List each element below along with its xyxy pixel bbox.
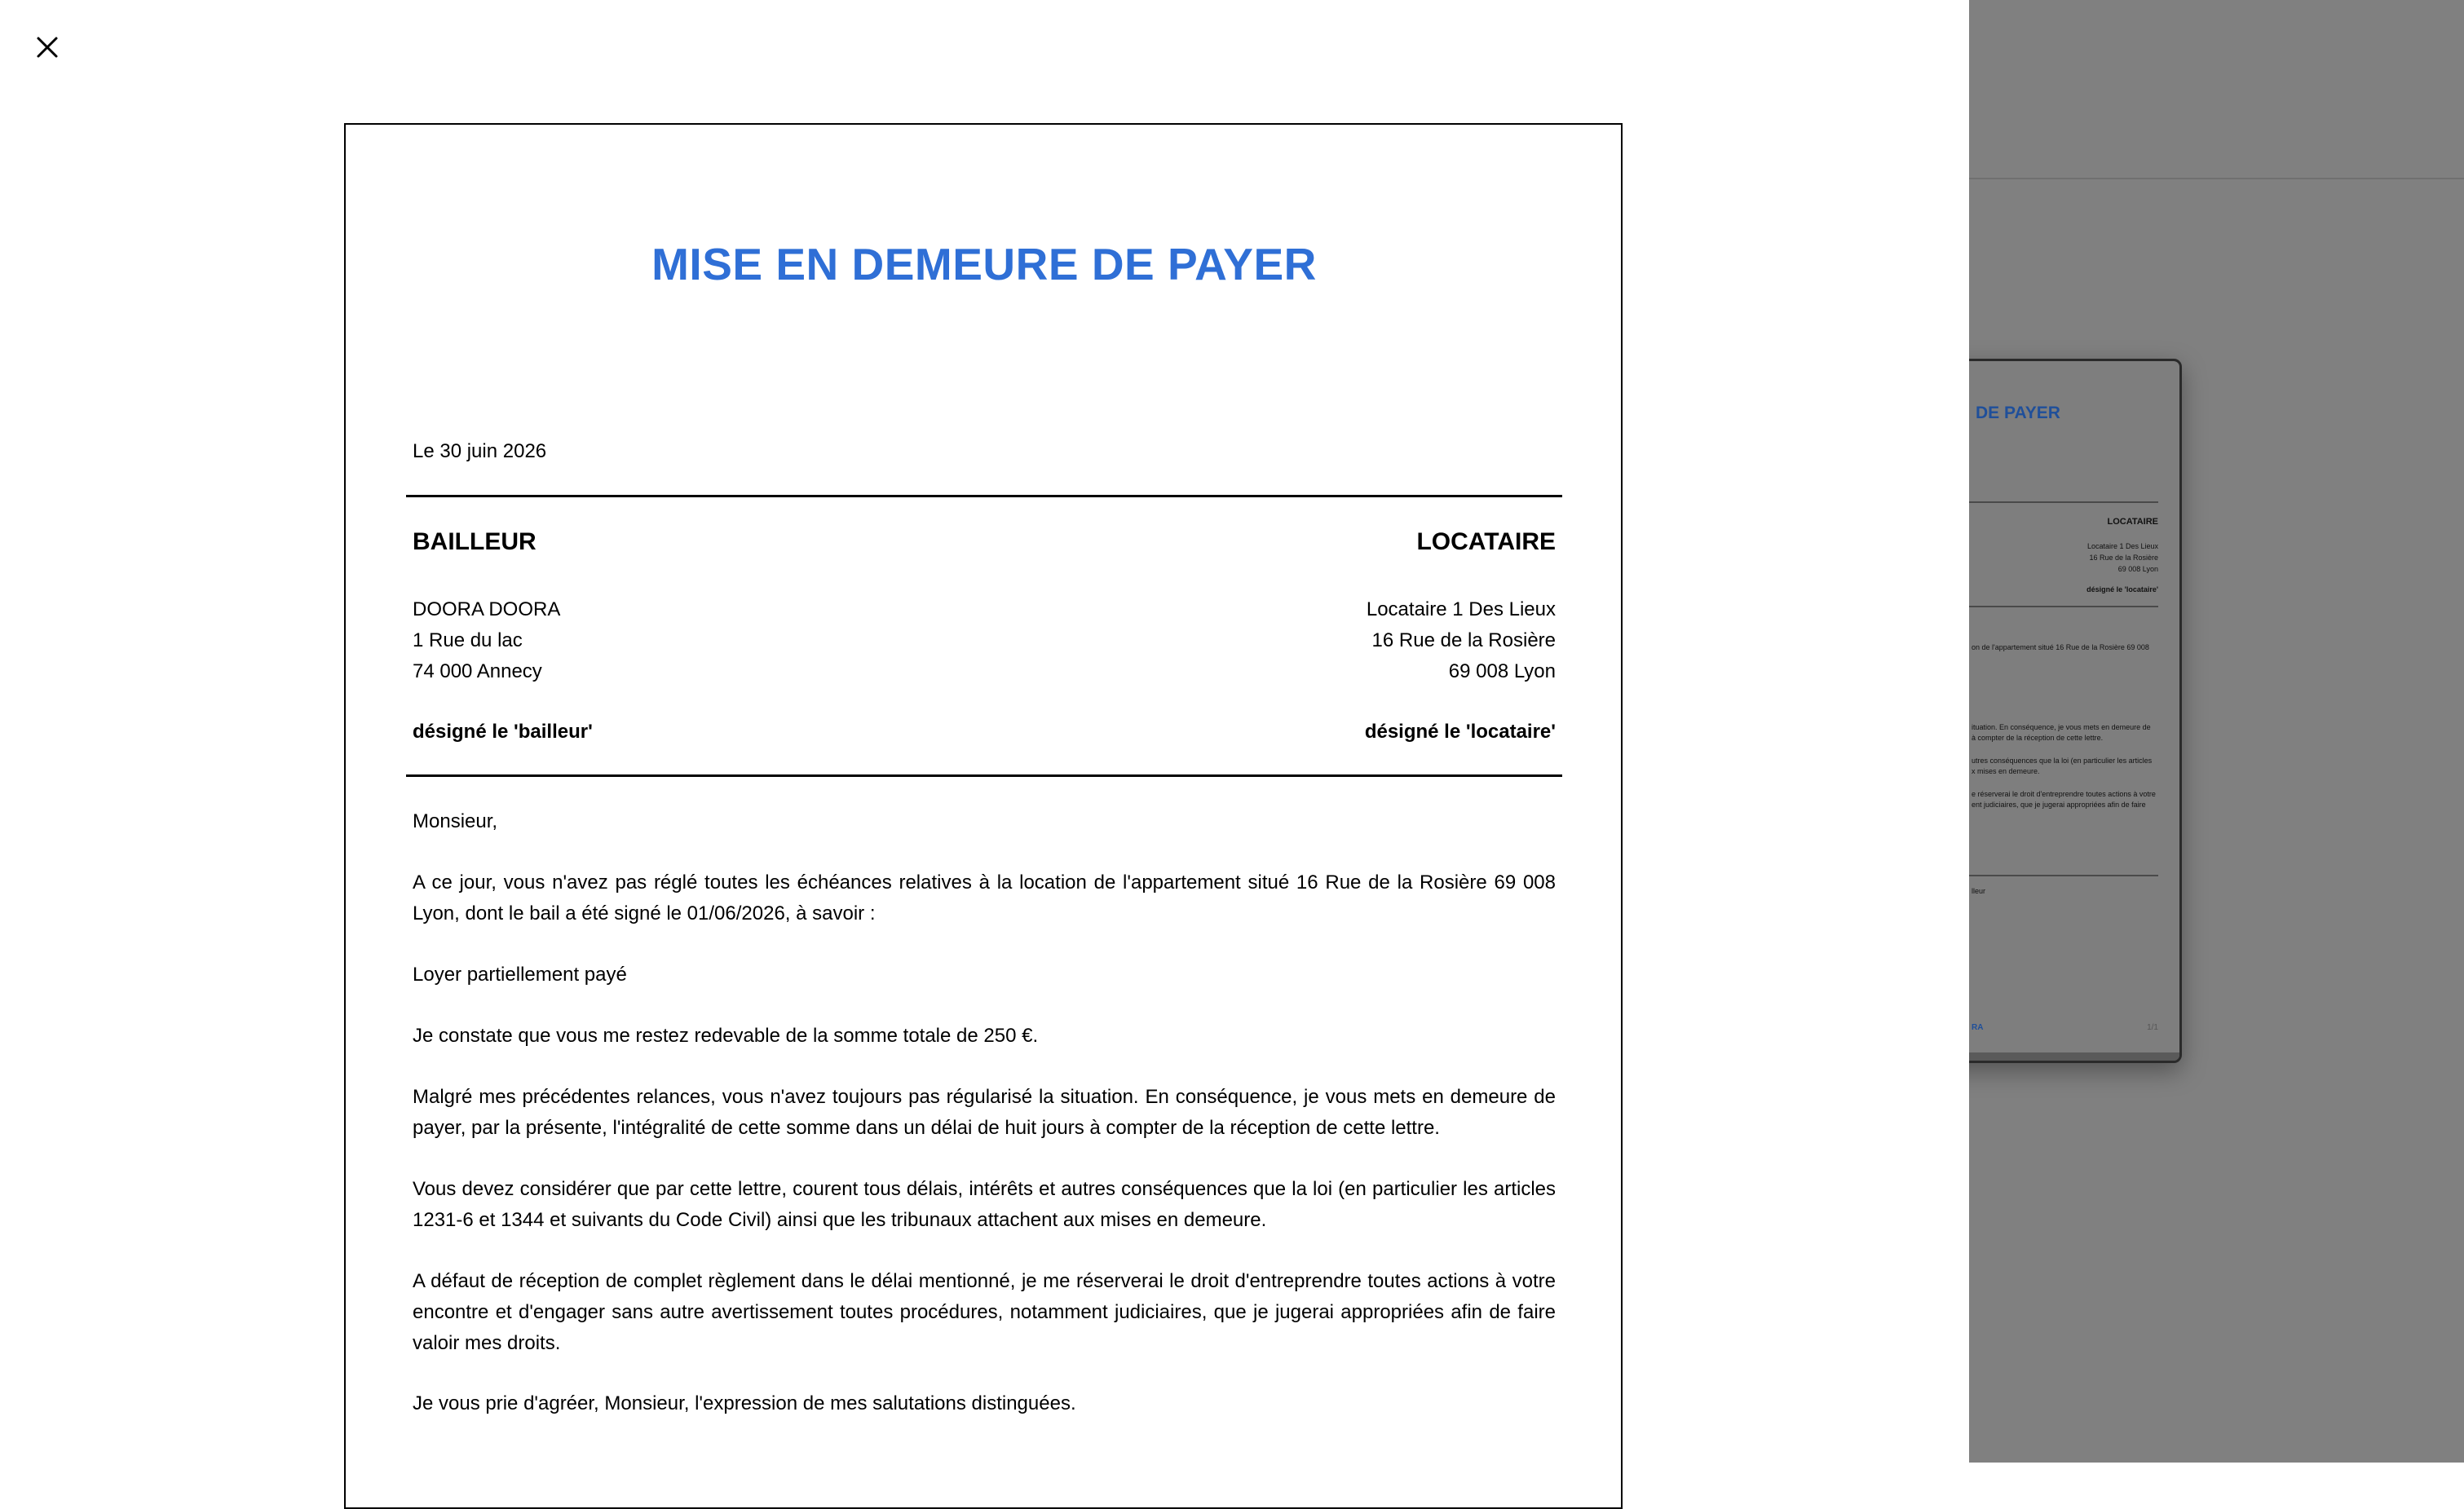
thumbnail-tenant-street: 16 Rue de la Rosière (2089, 554, 2158, 562)
thumbnail-text-line: e réserverai le droit d'entreprendre toutes actions à votre (1972, 790, 2156, 798)
paragraph: Je vous prie d'agréer, Monsieur, l'expression de mes salutations distinguées. (413, 1392, 1076, 1414)
divider (406, 774, 1562, 777)
landlord-address (413, 594, 560, 687)
thumbnail-rule (1969, 501, 2158, 503)
landlord-designation: désigné le 'bailleur' (413, 721, 593, 743)
close-button[interactable] (29, 29, 65, 65)
thumbnail-footer-brand: RA (1972, 1023, 1984, 1032)
thumbnail-text-line: lleur (1972, 887, 1986, 895)
tenant-address (1367, 594, 1556, 687)
landlord-city: 74 000 Annecy (413, 660, 542, 682)
thumbnail-rule (1969, 875, 2158, 876)
document-page (344, 123, 1623, 1509)
paragraph: A défaut de réception de complet règlement dans le délai mentionné, je me réserverai le droit d'entreprendre toutes actions à votre encontre et d'engager sans autre avertissement toutes procédures, notamment judiciaires, que je jugerai appropriées afin de faire valoir mes droits. (413, 1270, 1556, 1354)
tenant-street: 16 Rue de la Rosière (1371, 629, 1556, 651)
landlord-name: DOORA DOORA (413, 598, 561, 620)
document-title: MISE EN DEMEURE DE PAYER (651, 239, 1317, 289)
paragraph: Je constate que vous me restez redevable de la somme totale de 250 €. (413, 1025, 1039, 1047)
document-date: Le 30 juin 2026 (413, 440, 547, 462)
tenant-designation: désigné le 'locataire' (1364, 721, 1556, 743)
thumbnail-tenant-designation: désigné le 'locataire' (2086, 585, 2158, 593)
tenant-name: Locataire 1 Des Lieux (1366, 598, 1556, 620)
thumbnail-tenant-heading: LOCATAIRE (2107, 517, 2158, 527)
thumbnail-text-line: on de l'appartement situé 16 Rue de la Rosière 69 008 (1972, 643, 2149, 651)
paragraph: Malgré mes précédentes relances, vous n'avez toujours pas régularisé la situation. En conséquence, je vous mets en demeure de payer, par la présente, l'intégralité de cette somme dans un délai de huit jours à compter de la réception de cette lettre. (413, 1086, 1556, 1139)
thumbnail-text-line: ent judiciaires, que je jugerai appropriées afin de faire (1972, 801, 2146, 809)
close-icon (36, 36, 59, 59)
landlord-street: 1 Rue du lac (413, 629, 523, 651)
thumbnail-page-number: 1/1 (2147, 1023, 2158, 1032)
thumbnail-text-line: utres conséquences que la loi (en particulier les articles (1972, 757, 2153, 765)
landlord-heading: BAILLEUR (413, 528, 537, 555)
thumbnail-text-line: ituation. En conséquence, je vous mets en demeure de (1972, 723, 2151, 731)
thumbnail-text-line: x mises en demeure. (1972, 767, 2040, 775)
salutation: Monsieur, (413, 810, 498, 832)
divider (406, 495, 1562, 497)
thumbnail-rule (1969, 606, 2158, 607)
thumbnail-tenant-city: 69 008 Lyon (2117, 565, 2158, 573)
tenant-city: 69 008 Lyon (1448, 660, 1556, 682)
thumbnail-tenant-name: Locataire 1 Des Lieux (2086, 542, 2158, 550)
backdrop-overlay (1969, 0, 2464, 1463)
paragraph: Loyer partiellement payé (413, 964, 627, 986)
document-thumbnail[interactable] (1969, 359, 2182, 1063)
thumbnail-bottom-bar (1969, 1052, 2179, 1061)
paragraph: A ce jour, vous n'avez pas réglé toutes les échéances relatives à la location de l'appartement situé 16 Rue de la Rosière 69 008 Lyon, dont le bail a été signé le 01/06/2026, à savoir : (413, 871, 1556, 924)
thumbnail-text-line: à compter de la réception de cette lettre. (1972, 734, 2104, 742)
tenant-heading: LOCATAIRE (1416, 528, 1556, 555)
paragraph: Vous devez considérer que par cette lettre, courent tous délais, intérêts et autres conséquences que la loi (en particulier les articles 1231-6 et 1344 et suivants du Code Civil) ainsi que les tribunaux attachent aux mises en demeure. (413, 1178, 1556, 1231)
backdrop-divider (1969, 178, 2464, 179)
thumbnail-title: DE PAYER (1976, 404, 2060, 422)
